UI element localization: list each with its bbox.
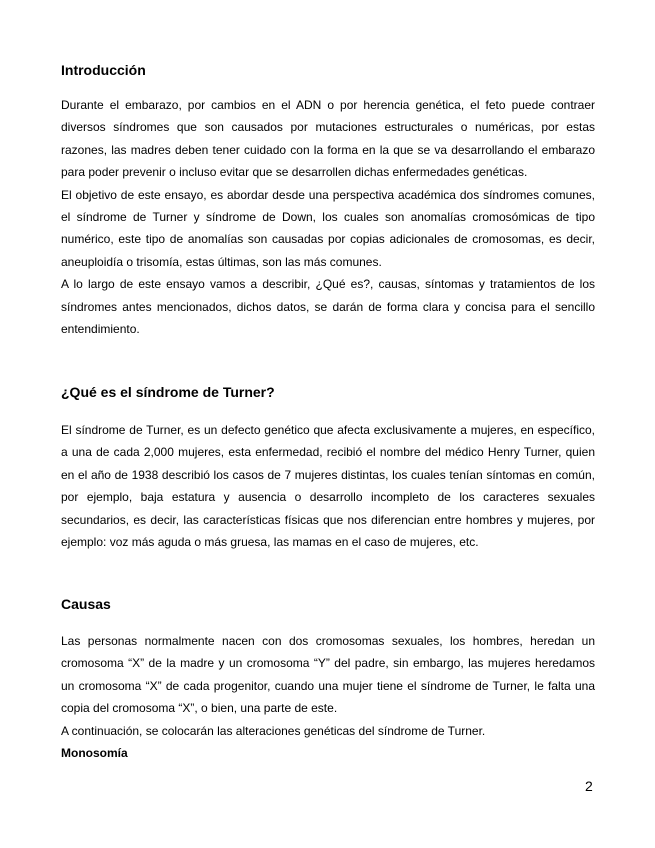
section-heading-causas: Causas bbox=[61, 596, 111, 612]
paragraph: El objetivo de este ensayo, es abordar desde una perspectiva académica dos síndromes comunes, el síndrome de Turner y síndrome de Down, los cuales son anomalías cromosómicas de tipo numérico, este tipo de anomalías son causadas por copias adicionales de cromosomas, es decir, aneuploidía o trisomía, estas últimas, son las más comunes. bbox=[61, 187, 595, 269]
section-body-que-es-turner bbox=[61, 419, 595, 553]
page-number: 2 bbox=[585, 778, 593, 794]
paragraph: Durante el embarazo, por cambios en el ADN o por herencia genética, el feto puede contraer diversos síndromes que son causados por mutaciones estructurales o numéricas, por estas razones, las madres deben tener cuidado con la forma en la que se va desarrollando el embarazo para poder prevenir o incluso evitar que se desarrollen dichas enfermedades genéticas. bbox=[61, 98, 595, 180]
section-heading-introduccion: Introducción bbox=[61, 62, 146, 78]
section-body-causas bbox=[61, 630, 595, 764]
paragraph: Las personas normalmente nacen con dos cromosomas sexuales, los hombres, heredan un cromosoma “X” de la madre y un cromosoma “Y” del padre, sin embargo, las mujeres heredamos un cromosoma “X” de cada progenitor, cuando una mujer tiene el síndrome de Turner, le falta una copia del cromosoma “X”, o bien, una parte de este. bbox=[61, 634, 595, 716]
section-heading-que-es-turner: ¿Qué es el síndrome de Turner? bbox=[61, 384, 275, 400]
paragraph: A lo largo de este ensayo vamos a describir, ¿Qué es?, causas, síntomas y tratamientos de los síndromes antes mencionados, dichos datos, se darán de forma clara y concisa para el sencillo entendimiento. bbox=[61, 277, 595, 337]
section-body-introduccion bbox=[61, 94, 595, 340]
paragraph: A continuación, se colocarán las alteraciones genéticas del síndrome de Turner. bbox=[61, 723, 486, 738]
subheading-monosomia: Monosomía bbox=[61, 746, 128, 761]
paragraph: El síndrome de Turner, es un defecto genético que afecta exclusivamente a mujeres, en específico, a una de cada 2,000 mujeres, esta enfermedad, recibió el nombre del médico Henry Turner, quien en el año de 1938 describió los casos de 7 mujeres distintas, los cuales tenían síntomas en común, por ejemplo, baja estatura y ausencia o desarrollo incompleto de los caracteres sexuales secundarios, es decir, las características físicas que nos diferencian entre hombres y mujeres, por ejemplo: voz más aguda o más gruesa, las mamas en el caso de mujeres, etc. bbox=[61, 423, 595, 550]
